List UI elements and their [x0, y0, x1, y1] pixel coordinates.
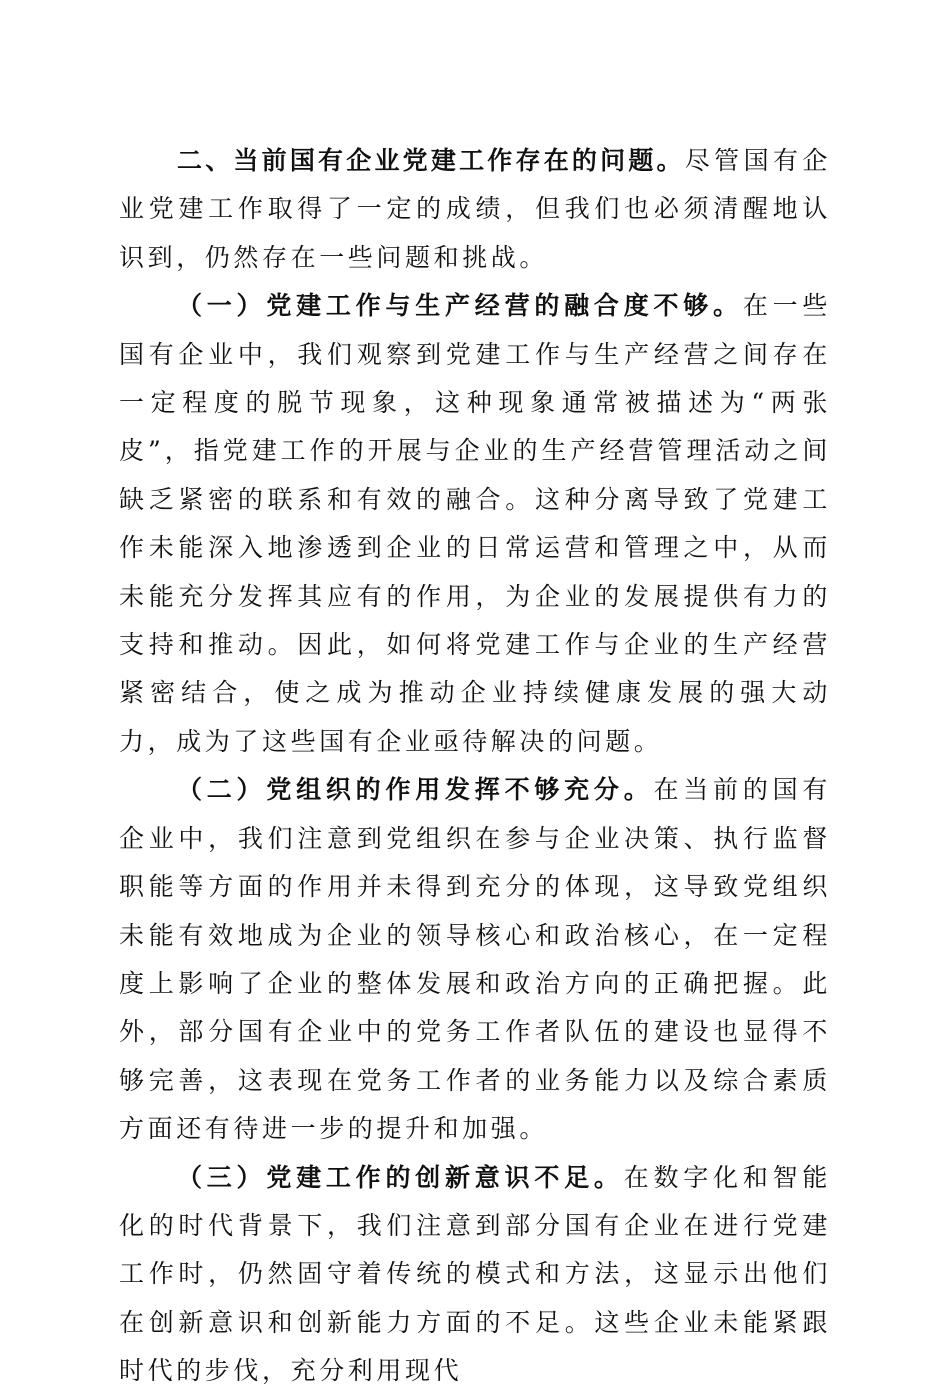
item-heading: （一）党建工作与生产经营的融合度不够。	[177, 291, 743, 321]
item-heading: （二）党组织的作用发挥不够充分。	[177, 775, 654, 805]
paragraph-text: 尽管国有企业党建工作取得了一定的成绩，但我们也必须清醒地认识到，仍然存在一些问题和挑战。	[119, 146, 831, 272]
section-heading: 二、当前国有企业党建工作存在的问题。	[177, 146, 685, 175]
item-heading: （三）党建工作的创新意识不足。	[177, 1162, 624, 1192]
paragraph-section-two	[119, 137, 831, 282]
paragraph-text: 在当前的国有企业中，我们注意到党组织在参与企业决策、执行监督职能等方面的作用并未得到充分的体现，这导致党组织未能有效地成为企业的领导核心和政治核心，在一定程度上影响了企业的整体发展和政治方向的正确把握。此外，部分国有企业中的党务工作者队伍的建设也显得不够完善，这表现在党务工作者的业务能力以及综合素质方面还有待进一步的提升和加强。	[119, 775, 831, 1144]
paragraph-item-two	[119, 766, 831, 1153]
paragraph-item-one	[119, 282, 831, 766]
paragraph-text: 在一些国有企业中，我们观察到党建工作与生产经营之间存在一定程度的脱节现象，这种现象通常被描述为“两张皮”，指党建工作的开展与企业的生产经营管理活动之间缺乏紧密的联系和有效的融合。这种分离导致了党建工作未能深入地渗透到企业的日常运营和管理之中，从而未能充分发挥其应有的作用，为企业的发展提供有力的支持和推动。因此，如何将党建工作与企业的生产经营紧密结合，使之成为推动企业持续健康发展的强大动力，成为了这些国有企业亟待解决的问题。	[119, 291, 831, 756]
document-body	[119, 137, 831, 1396]
paragraph-text: 在数字化和智能化的时代背景下，我们注意到部分国有企业在进行党建工作时，仍然固守着传统的模式和方法，这显示出他们在创新意识和创新能力方面的不足。这些企业未能紧跟时代的步伐，充分利用现代	[119, 1162, 831, 1386]
paragraph-item-three	[119, 1154, 831, 1396]
